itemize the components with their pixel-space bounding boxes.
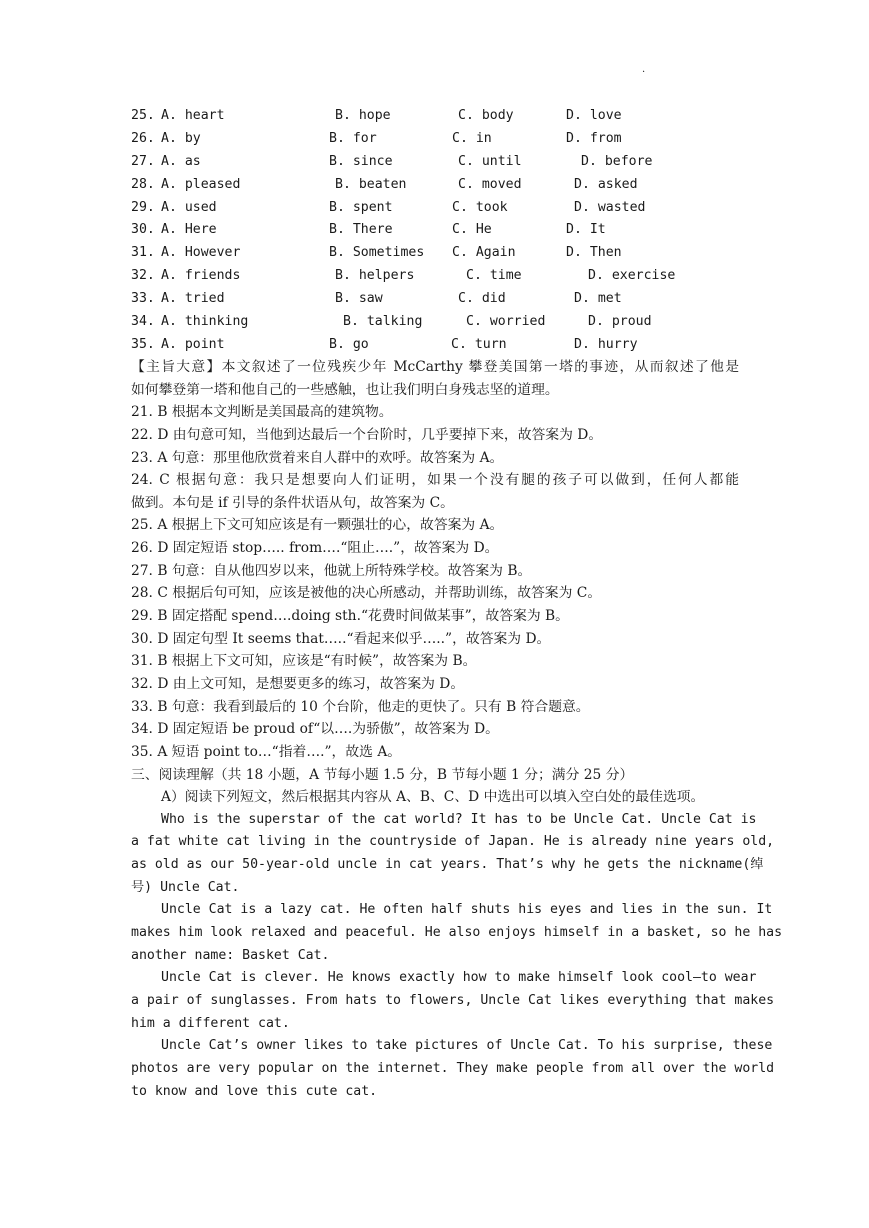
- option-choice: C. time: [466, 268, 522, 284]
- option-choice: A. heart: [161, 108, 225, 123]
- passage-line: Uncle Cat’s owner likes to take pictures of Uncle Cat. To his surprise, these: [161, 1038, 773, 1054]
- answer-line: 25. A 根据上下文可知应该是有一颗强壮的心，故答案为 A。: [131, 517, 504, 534]
- document-body: [131, 356, 783, 1103]
- question-number: 33.: [131, 291, 155, 307]
- question-number: 27.: [131, 153, 155, 169]
- header-mark: .: [642, 64, 646, 75]
- passage-line: a pair of sunglasses. From hats to flowers, Uncle Cat likes everything that makes: [131, 992, 775, 1008]
- passage-line: him a different cat.: [131, 1015, 290, 1031]
- option-choice: D. from: [566, 130, 622, 146]
- option-choice: B. Sometimes: [329, 245, 425, 261]
- option-choice: A. friends: [161, 268, 241, 284]
- option-choice: B. for: [329, 130, 377, 146]
- option-choice: B. since: [329, 153, 393, 169]
- option-choice: A. Here: [161, 222, 217, 238]
- option-choice: C. turn: [451, 336, 507, 352]
- option-choice: A. as: [161, 153, 201, 169]
- option-choice: B. helpers: [335, 268, 415, 284]
- question-number: 25.: [131, 108, 155, 123]
- answer-line: 21. B 根据本文判断是美国最高的建筑物。: [131, 404, 393, 421]
- answer-line: 24. C 根据句意：我只是想要向人们证明，如果一个没有腿的孩子可以做到，任何人都能: [131, 472, 739, 489]
- answer-line: 23. A 句意：那里他欣赏着来自人群中的欢呼。故答案为 A。: [131, 449, 504, 466]
- answer-line: 32. D 由上文可知，是想要更多的练习，故答案为 D。: [131, 675, 465, 692]
- option-choice: C. moved: [458, 176, 522, 192]
- passage-line: Uncle Cat is clever. He knows exactly how to make himself look cool—to wear: [161, 970, 757, 986]
- answer-line: 28. C 根据后句可知，应该是被他的决心所感动，并帮助训练，故答案为 C。: [131, 585, 602, 602]
- option-choice: B. go: [329, 336, 369, 352]
- option-choice: D. love: [566, 108, 622, 123]
- option-choice: A. tried: [161, 291, 225, 307]
- option-choice: D. asked: [574, 176, 638, 192]
- option-choice: D. before: [581, 153, 653, 169]
- option-choice: D. Then: [566, 245, 622, 261]
- option-choice: C. in: [452, 130, 492, 146]
- option-choice: D. exercise: [588, 268, 676, 284]
- passage-line: to know and love this cute cat.: [131, 1083, 378, 1099]
- option-choice: B. saw: [335, 291, 383, 307]
- answer-line: 27. B 句意：自从他四岁以来，他就上所特殊学校。故答案为 B。: [131, 562, 532, 579]
- passage-line: a fat white cat living in the countryside of Japan. He is already nine years old,: [131, 834, 775, 850]
- option-choice: C. until: [458, 153, 522, 169]
- option-choice: A. used: [161, 199, 217, 215]
- option-choice: C. Again: [452, 245, 516, 261]
- answer-line: 22. D 由句意可知，当他到达最后一个台阶时，几乎要掉下来，故答案为 D。: [131, 426, 603, 443]
- question-number: 30.: [131, 222, 155, 238]
- section-title: 三、阅读理解（共 18 小题，A 节每小题 1.5 分，B 节每小题 1 分；满分 25 分）: [131, 766, 634, 783]
- option-choice: B. There: [329, 222, 393, 238]
- question-number: 34.: [131, 314, 155, 330]
- passage-line: another name: Basket Cat.: [131, 947, 330, 963]
- answer-line: 34. D 固定短语 be proud of“以….为骄傲”，故答案为 D。: [131, 721, 499, 738]
- passage-line: as old as our 50-year-old uncle in cat years. That’s why he gets the nickname(绰: [131, 857, 764, 873]
- summary-line: 如何攀登第一塔和他自己的一些感触，也让我们明白身残志坚的道理。: [131, 381, 559, 398]
- answer-line: 29. B 固定搭配 spend….doing sth.“花费时间做某事”，故答案为 B。: [131, 608, 569, 625]
- question-number: 28.: [131, 176, 155, 192]
- answer-line: 35. A 短语 point to…“指着….”，故选 A。: [131, 743, 402, 760]
- question-number: 32.: [131, 268, 155, 284]
- option-choice: A. pleased: [161, 176, 241, 192]
- passage-line: makes him look relaxed and peaceful. He also enjoys himself in a basket, so he has: [131, 925, 783, 941]
- summary-line: 【主旨大意】本文叙述了一位残疾少年 McCarthy 攀登美国第一塔的事迹，从而叙述了他是: [131, 359, 739, 375]
- passage-line: photos are very popular on the internet. They make people from all over the world: [131, 1060, 775, 1076]
- option-choice: D. met: [574, 291, 622, 307]
- option-choice: C. did: [458, 291, 506, 307]
- passage-line: Who is the superstar of the cat world? It has to be Uncle Cat. Uncle Cat is: [161, 811, 757, 827]
- passage-line: 号) Uncle Cat.: [131, 879, 240, 895]
- option-choice: D. It: [566, 222, 606, 238]
- section-instruction: A）阅读下列短文，然后根据其内容从 A、B、C、D 中选出可以填入空白处的最佳选项。: [161, 789, 705, 806]
- option-choice: D. proud: [588, 314, 652, 330]
- option-choice: A. point: [161, 336, 225, 352]
- option-choice: B. beaten: [335, 176, 407, 192]
- answer-line: 做到。本句是 if 引导的条件状语从句，故答案为 C。: [131, 494, 454, 511]
- option-choice: B. hope: [335, 108, 391, 123]
- reading-passage: [131, 809, 783, 1103]
- option-choice: A. thinking: [161, 314, 249, 330]
- answer-line: 31. B 根据上下文可知，应该是“有时候”，故答案为 B。: [131, 653, 477, 670]
- answer-line: 30. D 固定句型 It seems that…..“看起来似乎…..”，故答案为 D。: [131, 630, 551, 647]
- option-choice: C. body: [458, 108, 514, 123]
- option-choice: A. However: [161, 245, 241, 261]
- question-number: 31.: [131, 245, 155, 261]
- passage-line: Uncle Cat is a lazy cat. He often half shuts his eyes and lies in the sun. It: [161, 902, 773, 918]
- answer-line: 33. B 句意：我看到最后的 10 个台阶，他走的更快了。只有 B 符合题意。: [131, 698, 590, 715]
- option-choice: B. spent: [329, 199, 393, 215]
- answer-line: 26. D 固定短语 stop….. from….“阻止….”，故答案为 D。: [131, 540, 499, 557]
- option-choice: C. took: [452, 199, 508, 215]
- answer-list: [131, 401, 739, 763]
- option-choice: C. He: [452, 222, 492, 238]
- option-choice: B. talking: [343, 314, 423, 330]
- question-number: 26.: [131, 130, 155, 146]
- question-number: 35.: [131, 336, 155, 352]
- option-choice: D. wasted: [574, 199, 646, 215]
- option-choice: D. hurry: [574, 336, 638, 352]
- question-number: 29.: [131, 199, 155, 215]
- option-choice: C. worried: [466, 314, 546, 330]
- option-choice: A. by: [161, 130, 201, 146]
